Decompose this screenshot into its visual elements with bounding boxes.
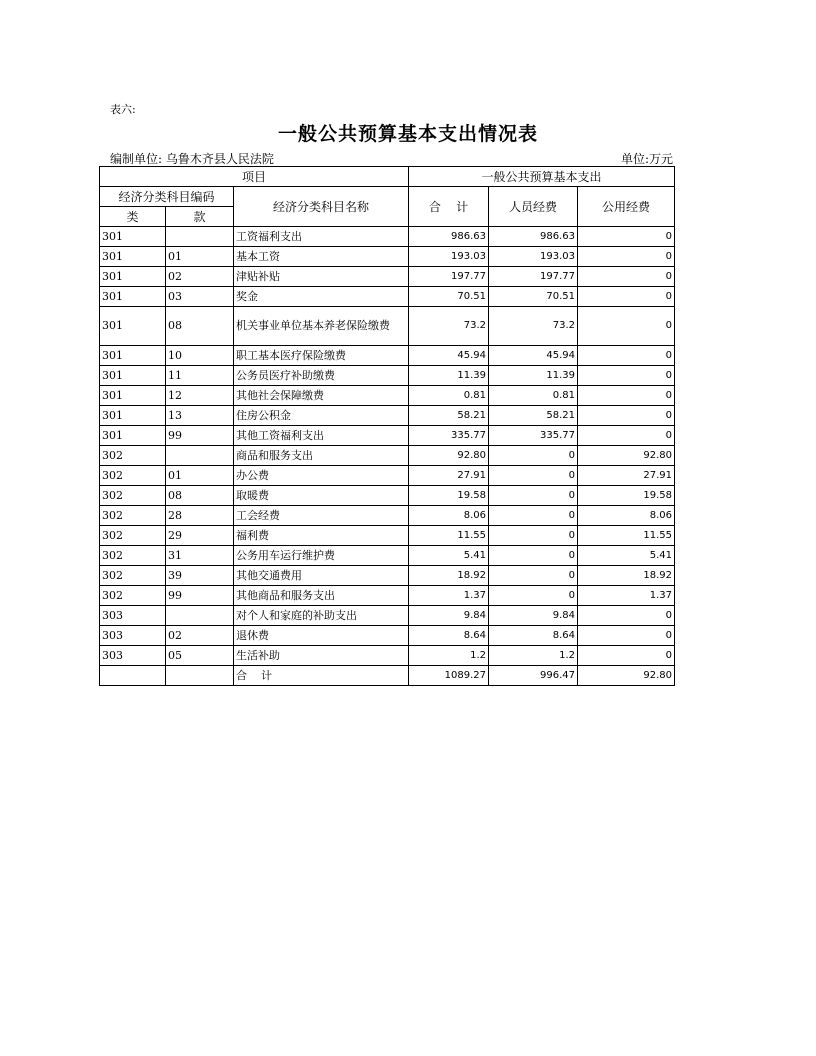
cell-personnel: 0.81 [489, 386, 578, 406]
cell-public: 18.92 [578, 566, 675, 586]
table-row [100, 386, 675, 406]
cell-public: 0 [578, 307, 675, 346]
cell-total: 70.51 [409, 287, 489, 307]
cell-public: 0 [578, 227, 675, 247]
cell-total: 18.92 [409, 566, 489, 586]
cell-total: 45.94 [409, 346, 489, 366]
cell-name: 合 计 [234, 666, 409, 686]
unit-label: 单位:万元 [620, 152, 673, 166]
cell-personnel: 0 [489, 486, 578, 506]
org-label: 编制单位: 乌鲁木齐县人民法院 [110, 152, 274, 166]
table-row [100, 546, 675, 566]
header-public: 公用经费 [578, 187, 675, 227]
table-row [100, 566, 675, 586]
cell-class: 301 [100, 426, 166, 446]
cell-class: 301 [100, 406, 166, 426]
cell-name: 公务用车运行维护费 [234, 546, 409, 566]
cell-name: 福利费 [234, 526, 409, 546]
header-total: 合 计 [409, 187, 489, 227]
cell-personnel: 986.63 [489, 227, 578, 247]
cell-name: 对个人和家庭的补助支出 [234, 606, 409, 626]
table-row [100, 446, 675, 466]
table-row [100, 406, 675, 426]
cell-total: 197.77 [409, 267, 489, 287]
header-name: 经济分类科目名称 [234, 187, 409, 227]
cell-class: 301 [100, 287, 166, 307]
cell-total: 335.77 [409, 426, 489, 446]
cell-personnel: 197.77 [489, 267, 578, 287]
cell-public: 92.80 [578, 446, 675, 466]
table-row [100, 486, 675, 506]
table-row [100, 267, 675, 287]
cell-public: 0 [578, 626, 675, 646]
cell-personnel: 45.94 [489, 346, 578, 366]
cell-personnel: 0 [489, 506, 578, 526]
cell-public: 27.91 [578, 466, 675, 486]
cell-public: 0 [578, 406, 675, 426]
header-subclass: 款 [166, 207, 234, 227]
cell-name: 工资福利支出 [234, 227, 409, 247]
table-row [100, 227, 675, 247]
cell-class: 301 [100, 366, 166, 386]
cell-public: 8.06 [578, 506, 675, 526]
table-row [100, 626, 675, 646]
cell-class: 302 [100, 526, 166, 546]
cell-subclass: 03 [166, 287, 234, 307]
table-row [100, 287, 675, 307]
cell-subclass: 05 [166, 646, 234, 666]
cell-name: 津贴补贴 [234, 267, 409, 287]
cell-personnel: 0 [489, 566, 578, 586]
cell-personnel: 11.39 [489, 366, 578, 386]
table-row [100, 586, 675, 606]
cell-class: 302 [100, 566, 166, 586]
cell-class: 301 [100, 267, 166, 287]
cell-total: 11.39 [409, 366, 489, 386]
cell-personnel: 70.51 [489, 287, 578, 307]
cell-public: 92.80 [578, 666, 675, 686]
cell-personnel: 1.2 [489, 646, 578, 666]
table-tag: 表六: [110, 103, 136, 116]
cell-subclass: 01 [166, 247, 234, 267]
cell-public: 0 [578, 346, 675, 366]
cell-personnel: 9.84 [489, 606, 578, 626]
cell-name: 基本工资 [234, 247, 409, 267]
table-row [100, 466, 675, 486]
cell-total: 1089.27 [409, 666, 489, 686]
cell-class: 301 [100, 247, 166, 267]
cell-subclass: 29 [166, 526, 234, 546]
cell-total: 27.91 [409, 466, 489, 486]
cell-subclass: 11 [166, 366, 234, 386]
cell-total: 193.03 [409, 247, 489, 267]
cell-class: 301 [100, 307, 166, 346]
cell-class: 303 [100, 646, 166, 666]
table-row [100, 366, 675, 386]
cell-name: 奖金 [234, 287, 409, 307]
cell-personnel: 996.47 [489, 666, 578, 686]
cell-class: 303 [100, 606, 166, 626]
cell-public: 0 [578, 426, 675, 446]
cell-subclass: 99 [166, 586, 234, 606]
cell-subclass: 31 [166, 546, 234, 566]
cell-name: 商品和服务支出 [234, 446, 409, 466]
table-row [100, 426, 675, 446]
cell-personnel: 335.77 [489, 426, 578, 446]
cell-public: 0 [578, 287, 675, 307]
cell-total: 73.2 [409, 307, 489, 346]
cell-subclass [166, 227, 234, 247]
table-row [100, 247, 675, 267]
cell-total: 0.81 [409, 386, 489, 406]
cell-name: 其他社会保障缴费 [234, 386, 409, 406]
cell-subclass: 02 [166, 626, 234, 646]
table-row [100, 606, 675, 626]
cell-total: 92.80 [409, 446, 489, 466]
cell-name: 取暖费 [234, 486, 409, 506]
cell-name: 退休费 [234, 626, 409, 646]
cell-personnel: 0 [489, 446, 578, 466]
cell-total: 58.21 [409, 406, 489, 426]
cell-personnel: 0 [489, 466, 578, 486]
cell-public: 0 [578, 366, 675, 386]
cell-personnel: 58.21 [489, 406, 578, 426]
cell-total: 986.63 [409, 227, 489, 247]
cell-total: 9.84 [409, 606, 489, 626]
cell-name: 生活补助 [234, 646, 409, 666]
cell-subclass: 28 [166, 506, 234, 526]
cell-personnel: 8.64 [489, 626, 578, 646]
table-row [100, 526, 675, 546]
cell-class: 301 [100, 227, 166, 247]
cell-name: 其他工资福利支出 [234, 426, 409, 446]
page-title: 一般公共预算基本支出情况表 [277, 123, 538, 145]
cell-class: 302 [100, 586, 166, 606]
cell-class: 301 [100, 386, 166, 406]
cell-subclass: 02 [166, 267, 234, 287]
cell-public: 0 [578, 386, 675, 406]
budget-table [99, 166, 675, 686]
cell-total: 8.64 [409, 626, 489, 646]
cell-name: 住房公积金 [234, 406, 409, 426]
table-row [100, 506, 675, 526]
cell-class: 302 [100, 506, 166, 526]
cell-subclass: 08 [166, 486, 234, 506]
table-row [100, 307, 675, 346]
cell-subclass [166, 606, 234, 626]
cell-subclass: 08 [166, 307, 234, 346]
cell-total: 1.2 [409, 646, 489, 666]
cell-name: 机关事业单位基本养老保险缴费 [234, 307, 409, 346]
cell-total: 8.06 [409, 506, 489, 526]
header-item: 项目 [100, 167, 409, 187]
cell-name: 职工基本医疗保险缴费 [234, 346, 409, 366]
cell-subclass: 12 [166, 386, 234, 406]
cell-subclass [166, 666, 234, 686]
cell-name: 其他商品和服务支出 [234, 586, 409, 606]
cell-total: 1.37 [409, 586, 489, 606]
cell-public: 1.37 [578, 586, 675, 606]
table-row [100, 346, 675, 366]
cell-personnel: 0 [489, 526, 578, 546]
cell-personnel: 0 [489, 586, 578, 606]
cell-public: 5.41 [578, 546, 675, 566]
cell-public: 0 [578, 267, 675, 287]
cell-public: 0 [578, 646, 675, 666]
cell-subclass: 01 [166, 466, 234, 486]
table-row [100, 646, 675, 666]
cell-name: 工会经费 [234, 506, 409, 526]
header-group: 一般公共预算基本支出 [409, 167, 675, 187]
header-code: 经济分类科目编码 [100, 187, 234, 207]
cell-personnel: 73.2 [489, 307, 578, 346]
cell-subclass: 13 [166, 406, 234, 426]
cell-total: 5.41 [409, 546, 489, 566]
table-row [100, 666, 675, 686]
cell-personnel: 0 [489, 546, 578, 566]
cell-public: 19.58 [578, 486, 675, 506]
cell-public: 0 [578, 606, 675, 626]
cell-subclass: 10 [166, 346, 234, 366]
cell-class: 303 [100, 626, 166, 646]
cell-class: 302 [100, 546, 166, 566]
cell-total: 19.58 [409, 486, 489, 506]
cell-class: 302 [100, 446, 166, 466]
cell-public: 0 [578, 247, 675, 267]
cell-name: 公务员医疗补助缴费 [234, 366, 409, 386]
header-personnel: 人员经费 [489, 187, 578, 227]
cell-name: 其他交通费用 [234, 566, 409, 586]
cell-total: 11.55 [409, 526, 489, 546]
cell-class: 302 [100, 486, 166, 506]
cell-personnel: 193.03 [489, 247, 578, 267]
cell-name: 办公费 [234, 466, 409, 486]
cell-subclass: 99 [166, 426, 234, 446]
cell-class [100, 666, 166, 686]
cell-subclass: 39 [166, 566, 234, 586]
cell-public: 11.55 [578, 526, 675, 546]
cell-class: 302 [100, 466, 166, 486]
cell-subclass [166, 446, 234, 466]
header-class: 类 [100, 207, 166, 227]
cell-class: 301 [100, 346, 166, 366]
